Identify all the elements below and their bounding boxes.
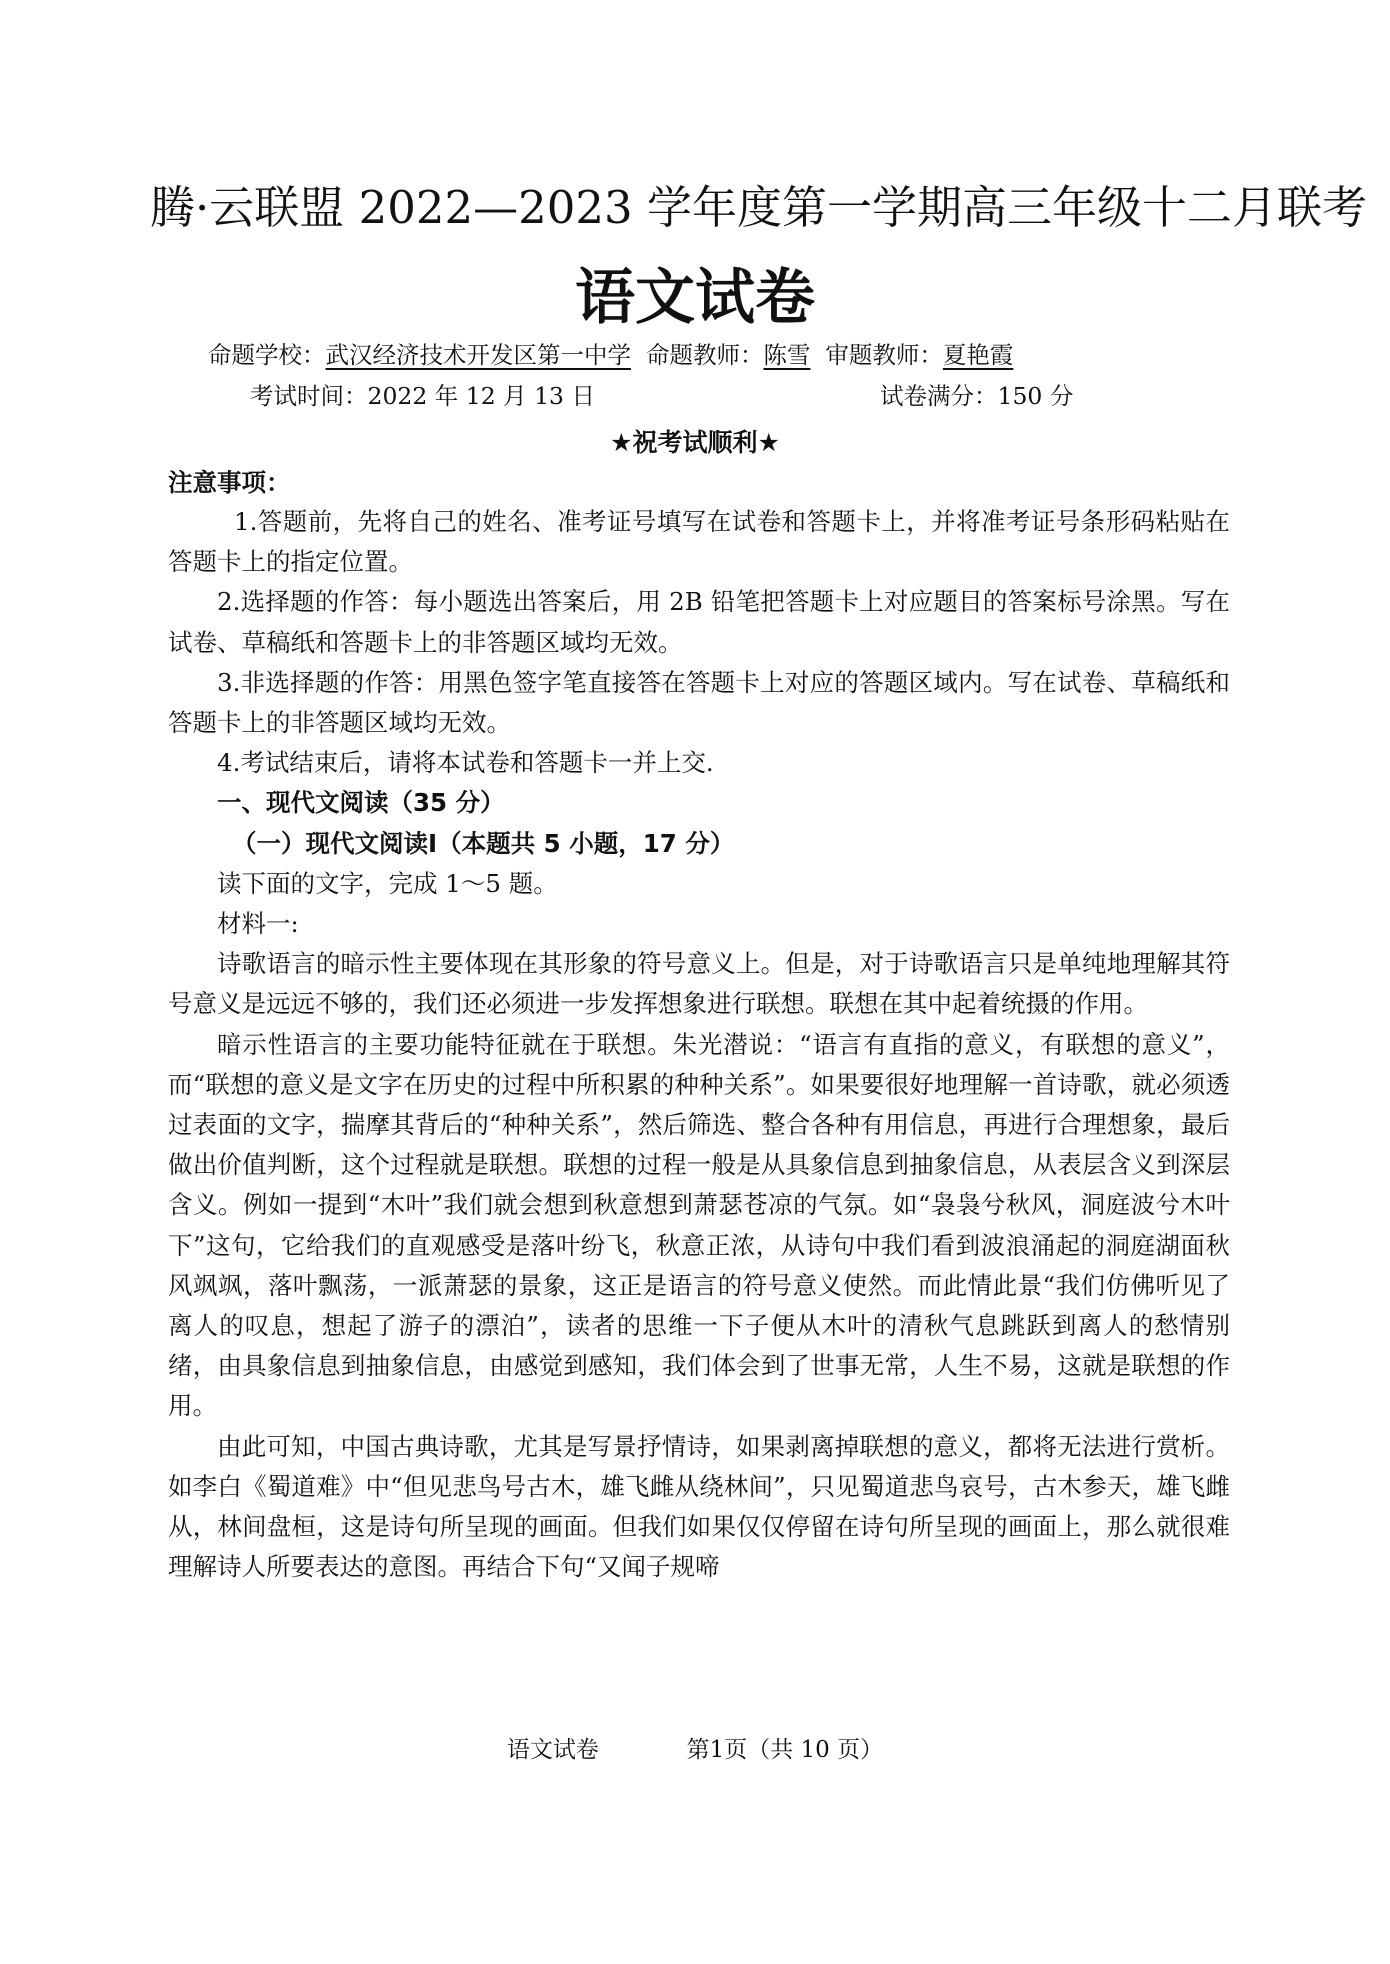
passage-paragraph: 诗歌语言的暗示性主要体现在其形象的符号意义上。但是，对于诗歌语言只是单纯地理解其符号意义是远远不够的，我们还必须进一步发挥想象进行联想。联想在其中起着统摄的作用。: [168, 949, 1230, 1019]
page-body: [168, 502, 1230, 1587]
sub-section-title: （一）现代文阅读Ⅰ（本题共 5 小题，17 分）: [232, 828, 735, 858]
passage-paragraph: 由此可知，中国古典诗歌，尤其是写景抒情诗，如果剥离掉联想的意义，都将无法进行赏析。如李白《蜀道难》中“但见悲鸟号古木，雄飞雌从绕林间”，只见蜀道悲鸟哀号，古木参天，雄飞雌从，林间盘桓，这是诗句所呈现的画面。但我们如果仅仅停留在诗句所呈现的画面上，那么就很难理解诗人所要表达的意图。再结合下句“又闻子规啼: [168, 1431, 1230, 1582]
part-title: 一、现代文阅读（35 分）: [217, 788, 505, 818]
school-name: 武汉经济技术开发区第一中学: [325, 341, 631, 369]
notice-item: 4.考试结束后，请将本试卷和答题卡一并上交.: [217, 748, 714, 778]
blessing-banner: ★祝考试顺利★: [610, 428, 780, 457]
reviewer-name: 夏艳霞: [942, 341, 1014, 369]
reading-instruction: 读下面的文字，完成 1～5 题。: [217, 868, 558, 898]
footer-subject: 语文试卷: [506, 1737, 599, 1763]
setter-info-line: [208, 337, 1013, 373]
passage-paragraph: 暗示性语言的主要功能特征就在于联想。朱光潜说：“语言有直指的意义，有联想的意义”，而“联想的意义是文字在历史的过程中所积累的种种关系”。如果要很好地理解一首诗歌，就必须透过表面的文字，揣摩其背后的“种种关系”，然后筛选、整合各种有用信息，再进行合理想象，最后做出价值判断，这个过程就是联想。联想的过程一般是从具象信息到抽象信息，从表层含义到深层含义。例如一提到“木叶”我们就会想到秋意想到萧瑟苍凉的气氛。如“袅袅兮秋风，洞庭波兮木叶下”这句，它给我们的直观感受是落叶纷飞，秋意正浓，从诗句中我们看到波浪涌起的洞庭湖面秋风飒飒，落叶飘荡，一派萧瑟的景象，这正是语言的符号意义使然。而此情此景“我们仿佛听见了离人的叹息，想起了游子的漂泊”，读者的思维一下子便从木叶的清秋气息跳跃到离人的愁情别绪，由具象信息到抽象信息，由感觉到感知，我们体会到了世事无常，人生不易，这就是联想的作用。: [168, 1029, 1230, 1421]
setter-label: 命题教师：: [645, 341, 764, 369]
reviewer-label: 审题教师：: [825, 341, 943, 369]
setter-name: 陈雪: [763, 341, 811, 369]
page-footer: [0, 1732, 1390, 1768]
exam-time: 考试时间：2022 年 12 月 13 日: [250, 382, 595, 410]
footer-page-number: 第1页（共 10 页）: [686, 1737, 884, 1763]
notice-item: 2.选择题的作答：每小题选出答案后，用 2B 铅笔把答题卡上对应题目的答案标号涂黑。写在试卷、草稿纸和答题卡上的非答题区域均无效。: [168, 587, 1230, 657]
material-label: 材料一:: [217, 909, 299, 939]
notice-title: 注意事项：: [168, 468, 291, 497]
notice-item: 1.答题前，先将自己的姓名、准考证号填写在试卷和答题卡上，并将准考证号条形码粘贴在答题卡上的指定位置。: [168, 507, 1230, 577]
full-score: 试卷满分：150 分: [880, 382, 1074, 410]
school-label: 命题学校：: [208, 341, 326, 369]
exam-title: 腾·云联盟 2022—2023 学年度第一学期高三年级十二月联考: [150, 181, 1367, 234]
notice-item: 3.非选择题的作答：用黑色签字笔直接答在答题卡上对应的答题区域内。写在试卷、草稿纸和答题卡上的非答题区域均无效。: [168, 667, 1230, 738]
subject-title: 语文试卷: [575, 263, 815, 333]
